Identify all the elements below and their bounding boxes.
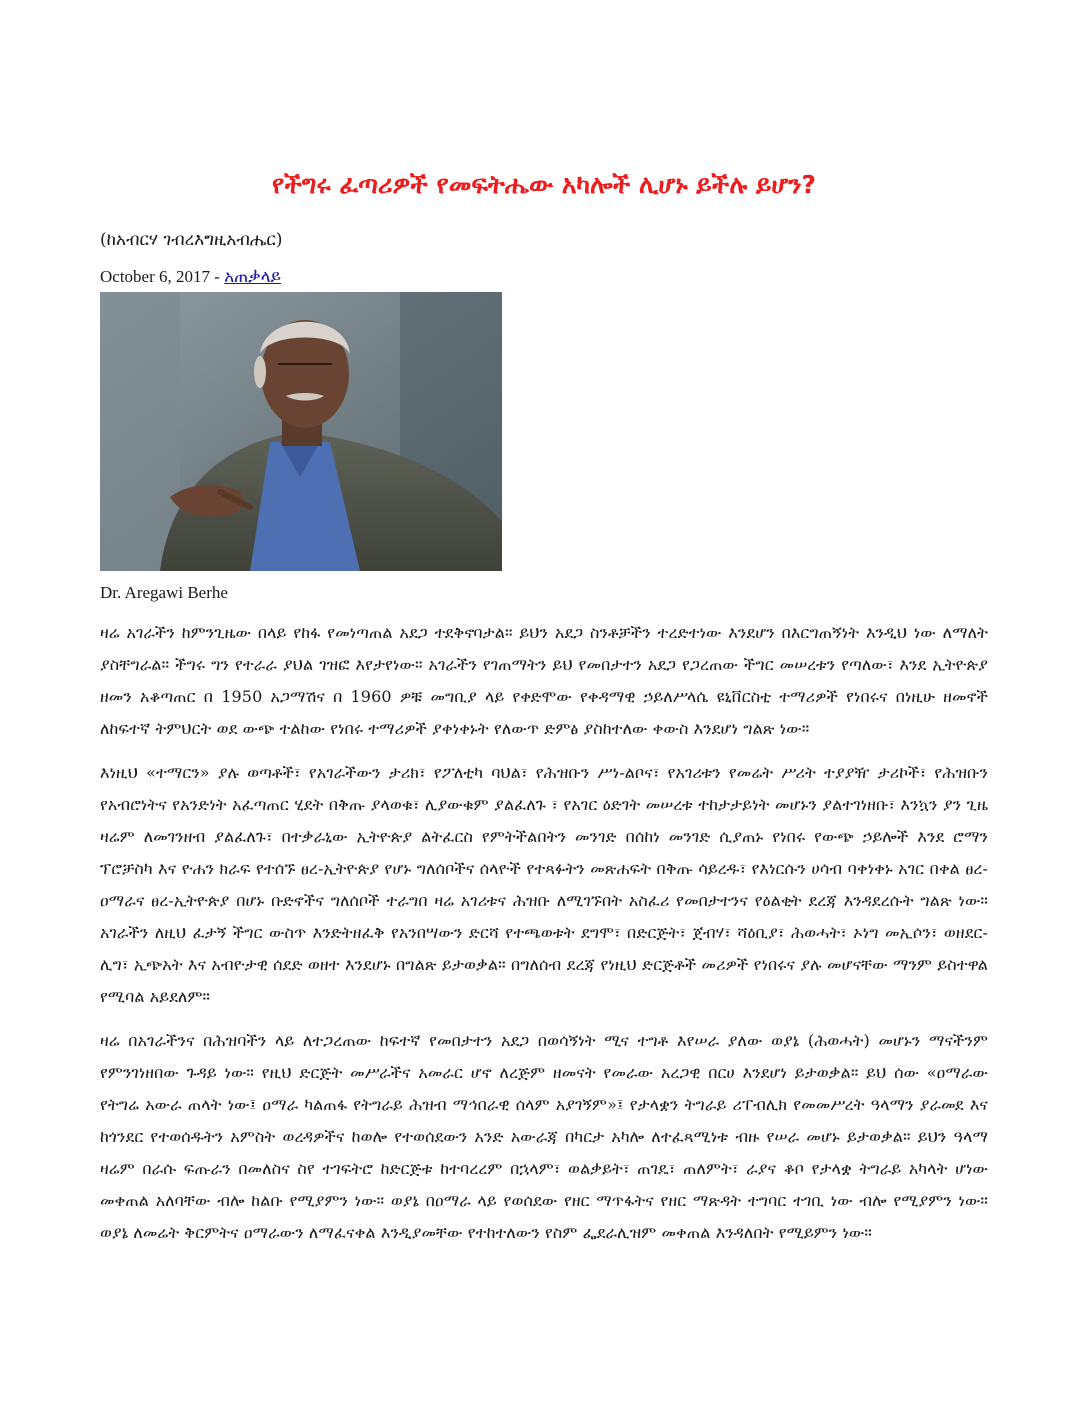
paragraph: ዛሬ በአገራችንና በሕዝባችን ላይ ለተጋረጠው ከፍተኛ የመበታተን አደጋ በወሳኝነት ሚና ተግቶ እየሠራ ያለው ወያኔ (ሕወሓት) መሆኑን ማናችንም የምንገነዘበው ጉዳይ ነው። የዚህ ድርጅት መሥራችና አመራር ሆኖ ለረጅም ዘመናት የመራው አረጋዊ በርሀ እንደሆነ ይታወቃል። ይህ ሰው «ዐማራው የትግሬ አውራ ጠላት ነው፤ ዐማራ ካልጠፋ የትግራይ ሕዝብ ማኅበራዊ ሰላም አያገኝም»፤ የታላቋን ትግራይ ሪፐብሊክ የመመሥረት ዓላማን ያራመደ እና ከጎንደር የተወሰዱትን አምስት ወረዳዎችና ከወሎ የተወሰደውን አንድ አውራጃ በካርታ አካሎ ለተፈጻሚነቱ ብዙ የሠራ መሆኑ ይታወቃል። ይህን ዓላማ ዛሬም በራሱ ፍጡራን በመለስና ስየ ተገፍትሮ ከድርጅቱ ከተባረረም በኋላም፣ ወልቃይት፣ ጠገዴ፣ ጠለምት፣ ራያና ቆቦ የታላቋ ትግራይ አካላት ሆነው መቀጠል አለባቸው ብሎ ከልቡ የሚያምን ነው። ወያኔ በዐማራ ላይ የወሰደው የዘር ማጥፋትና የዘር ማጽዳት ተግባር ተገቢ ነው ብሎ የሚያምን ነው። ወያኔ ለመሬት ቅርምትና ዐማራውን ለማፈናቀል እንዲያመቸው የተከተለውን የስም ፌደራሊዝም መቀጠል እንዳለበት የሚይምን ነው። bbox=[100, 1031, 988, 1242]
paragraph: እነዚህ «ተማርን» ያሉ ወጣቶች፣ የአገራችውን ታሪክ፣ የፖለቲካ ባህል፣ የሕዝቡን ሥነ-ልቦና፣ የአገሪቱን የመሬት ሥሪት ተያያዥ ታሪኮች፣ የሕዝቡን የአብሮነትና የአንድነት አፈጣጠር ሂደት በቅጡ ያላወቁ፣ ሊያውቁም ያልፈለጉ ፣ የአገር ዕድገት መሠረቱ ተከታታይነት መሆኑን ያልተገነዘቡ፣ እንኳን ያን ጊዜ ዛሬም ለመገንዘብ ያልፈለጉ፣ በተቃራኒው ኢትዮጵያ ልትፈርስ የምትችልበትን መንገድ በሰከነ መንገድ ሲያጠኑ የነበሩ የውጭ ኃይሎች እንደ ሮማን ፕሮቻስካ እና ዮሐን ክራፍ የተሰኙ ፀረ-ኢትዮጵያ የሆኑ ግለሰቦችና ሰላዮች የተጻፉትን መጽሐፍት በቅጡ ሳይረዱ፣ የእነርሱን ሀሳብ ባቀነቀኑ አገር በቀል ፀረ-ዐማራና ፀረ-ኢትዮጵያ በሆኑ ቡድኖችና ግለሰቦች ተራግበ ዛሬ አገሪቱና ሕዝቡ ለሚገኙበት አስፈሪ የመበታተንና የዕልቂት ደረጃ እንዳደረሱት ግልጽ ነው። አገራችን ለዚህ ፈታኝ ችግር ውስጥ እንድትዘፈቅ የአንበሣውን ድርሻ የተጫወቱት ደግሞ፣ በድርጅት፣ ጀብሃ፣ ሻዕቢያ፣ ሕወሓት፣ ኦነግ መኢሶን፣ ወዘደር-ሊግ፣ ኢጭአት እና አብዮታዊ ሰደድ ወዘተ እንደሆኑ በግልጽ ይታወቃል። በግለሰብ ደረጃ የነዚህ ድርጅቶች መሪዎች የነበሩና ያሉ መሆናቸው ማንም ይስተዋል የሚባል አይደለም። bbox=[100, 763, 988, 1006]
article-body bbox=[100, 617, 988, 1261]
dateline bbox=[100, 264, 281, 290]
author-byline: (ከአብርሃ ገብረእግዚአብሔር) bbox=[100, 230, 283, 250]
date-separator: - bbox=[210, 267, 225, 286]
article-title: የችግሩ ፈጣሪዎች የመፍትሔው አካሎች ሊሆኑ ይችሉ ይሆን? bbox=[272, 170, 816, 199]
image-caption: Dr. Aregawi Berhe bbox=[100, 583, 228, 602]
author-photo-illustration bbox=[100, 292, 502, 571]
category-link[interactable]: አጠቃላይ bbox=[224, 267, 282, 286]
author-photo bbox=[100, 292, 502, 571]
publish-date: October 6, 2017 bbox=[100, 267, 211, 286]
paragraph: ዛሬ አገራችን ከምንጊዜው በላይ የከፋ የመነጣጠል አደጋ ተደቅኖባታል። ይህን አደጋ ስንቶቻችን ተረድተነው እንደሆን በእርግጠኝነት እንዲህ ነው ለማለት ያስቸግራል። ችግሩ ግን የተራራ ያህል ገዝፎ እየታየነው። አገራችን የገጠማትን ይህ የመበታተን አደጋ የጋረጠው ችግር መሠረቱን የጣለው፣ እንደ ኢትዮጵያ ዘመን አቆጣጠር በ 1950 አጋማሽና በ 1960 ዎቹ መግቢያ ላይ የቀድሞው የቀዳማዊ ኃይለሥላሴ ዩኒቨርስቲ ተማሪዎች የነበሩና በነዚሁ ዘመኖች ለከፍተኛ ትምህርት ወደ ውጭ ተልከው የነበሩ ተማሪዎች ያቀነቀኑት የለውጥ ድምፅ ያስከተለው ቀውስ እንደሆነ ግልጽ ነው። bbox=[100, 623, 988, 738]
